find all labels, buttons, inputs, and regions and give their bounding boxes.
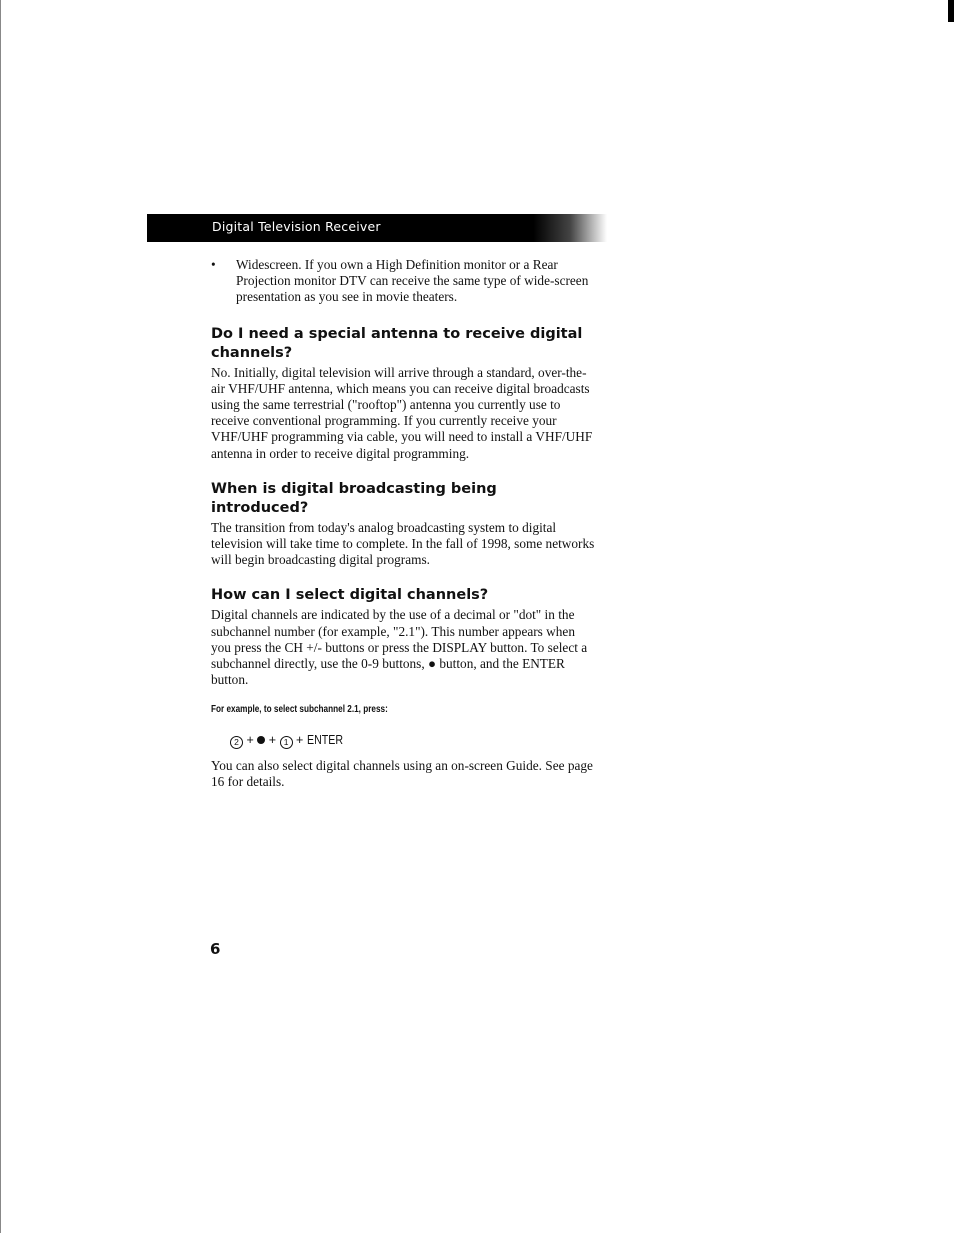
section-body-select-channels: Digital channels are indicated by the use of a decimal or "dot" in the subchannel number (for example, "2.1"). This number appears when you press the CH +/- buttons or press the DISPLAY button. To select a subchannel directly, use the 0-9 buttons, ● button, and the ENTER button. [211,607,588,688]
section-heading-antenna: Do I need a special antenna to receive digital channels? [211,325,583,361]
header-title: Digital Television Receiver [212,219,381,234]
section-heading-select-channels: How can I select digital channels? [211,587,489,604]
key-1-icon: 1 [280,736,293,749]
section-heading-introduction: When is digital broadcasting being introduced? [211,480,497,516]
section-body-introduction: The transition from today's analog broadcasting system to digital television will take time to complete. In the fall of 1998, some networks will begin broadcasting digital programs. [211,519,595,568]
section-body-antenna: No. Initially, digital television will arrive through a standard, over-the-air VHF/UHF antenna, which means you can receive digital broadcasts using the same terrestrial ("rooftop") antenna you currently use to receive conventional programming. If you currently receive your VHF/UHF programming via cable, you will need to install a VHF/UHF antenna in order to receive digital programming. [211,364,593,461]
page-number: 6 [210,940,221,958]
dot-button-icon [257,736,265,744]
plus-sign: + [246,732,254,747]
left-edge-line [0,0,1,1233]
bullet-item [211,257,596,306]
key-2-icon: 2 [230,736,243,749]
plus-sign: + [296,732,304,747]
key-sequence [230,732,596,749]
enter-key-label: ENTER [306,732,343,747]
edge-mark-top-right [948,0,954,22]
plus-sign: + [268,732,277,747]
closing-paragraph: You can also select digital channels using an on-screen Guide. See page 16 for details. [211,757,593,789]
bullet-text: Widescreen. If you own a High Definition monitor or a Rear Projection monitor DTV can receive the same type of wide-screen presentation as you see in movie theaters. [236,257,589,305]
bullet-icon: • [211,257,216,272]
example-label: For example, to select subchannel 2.1, press: [211,704,388,716]
page-content [211,257,596,790]
